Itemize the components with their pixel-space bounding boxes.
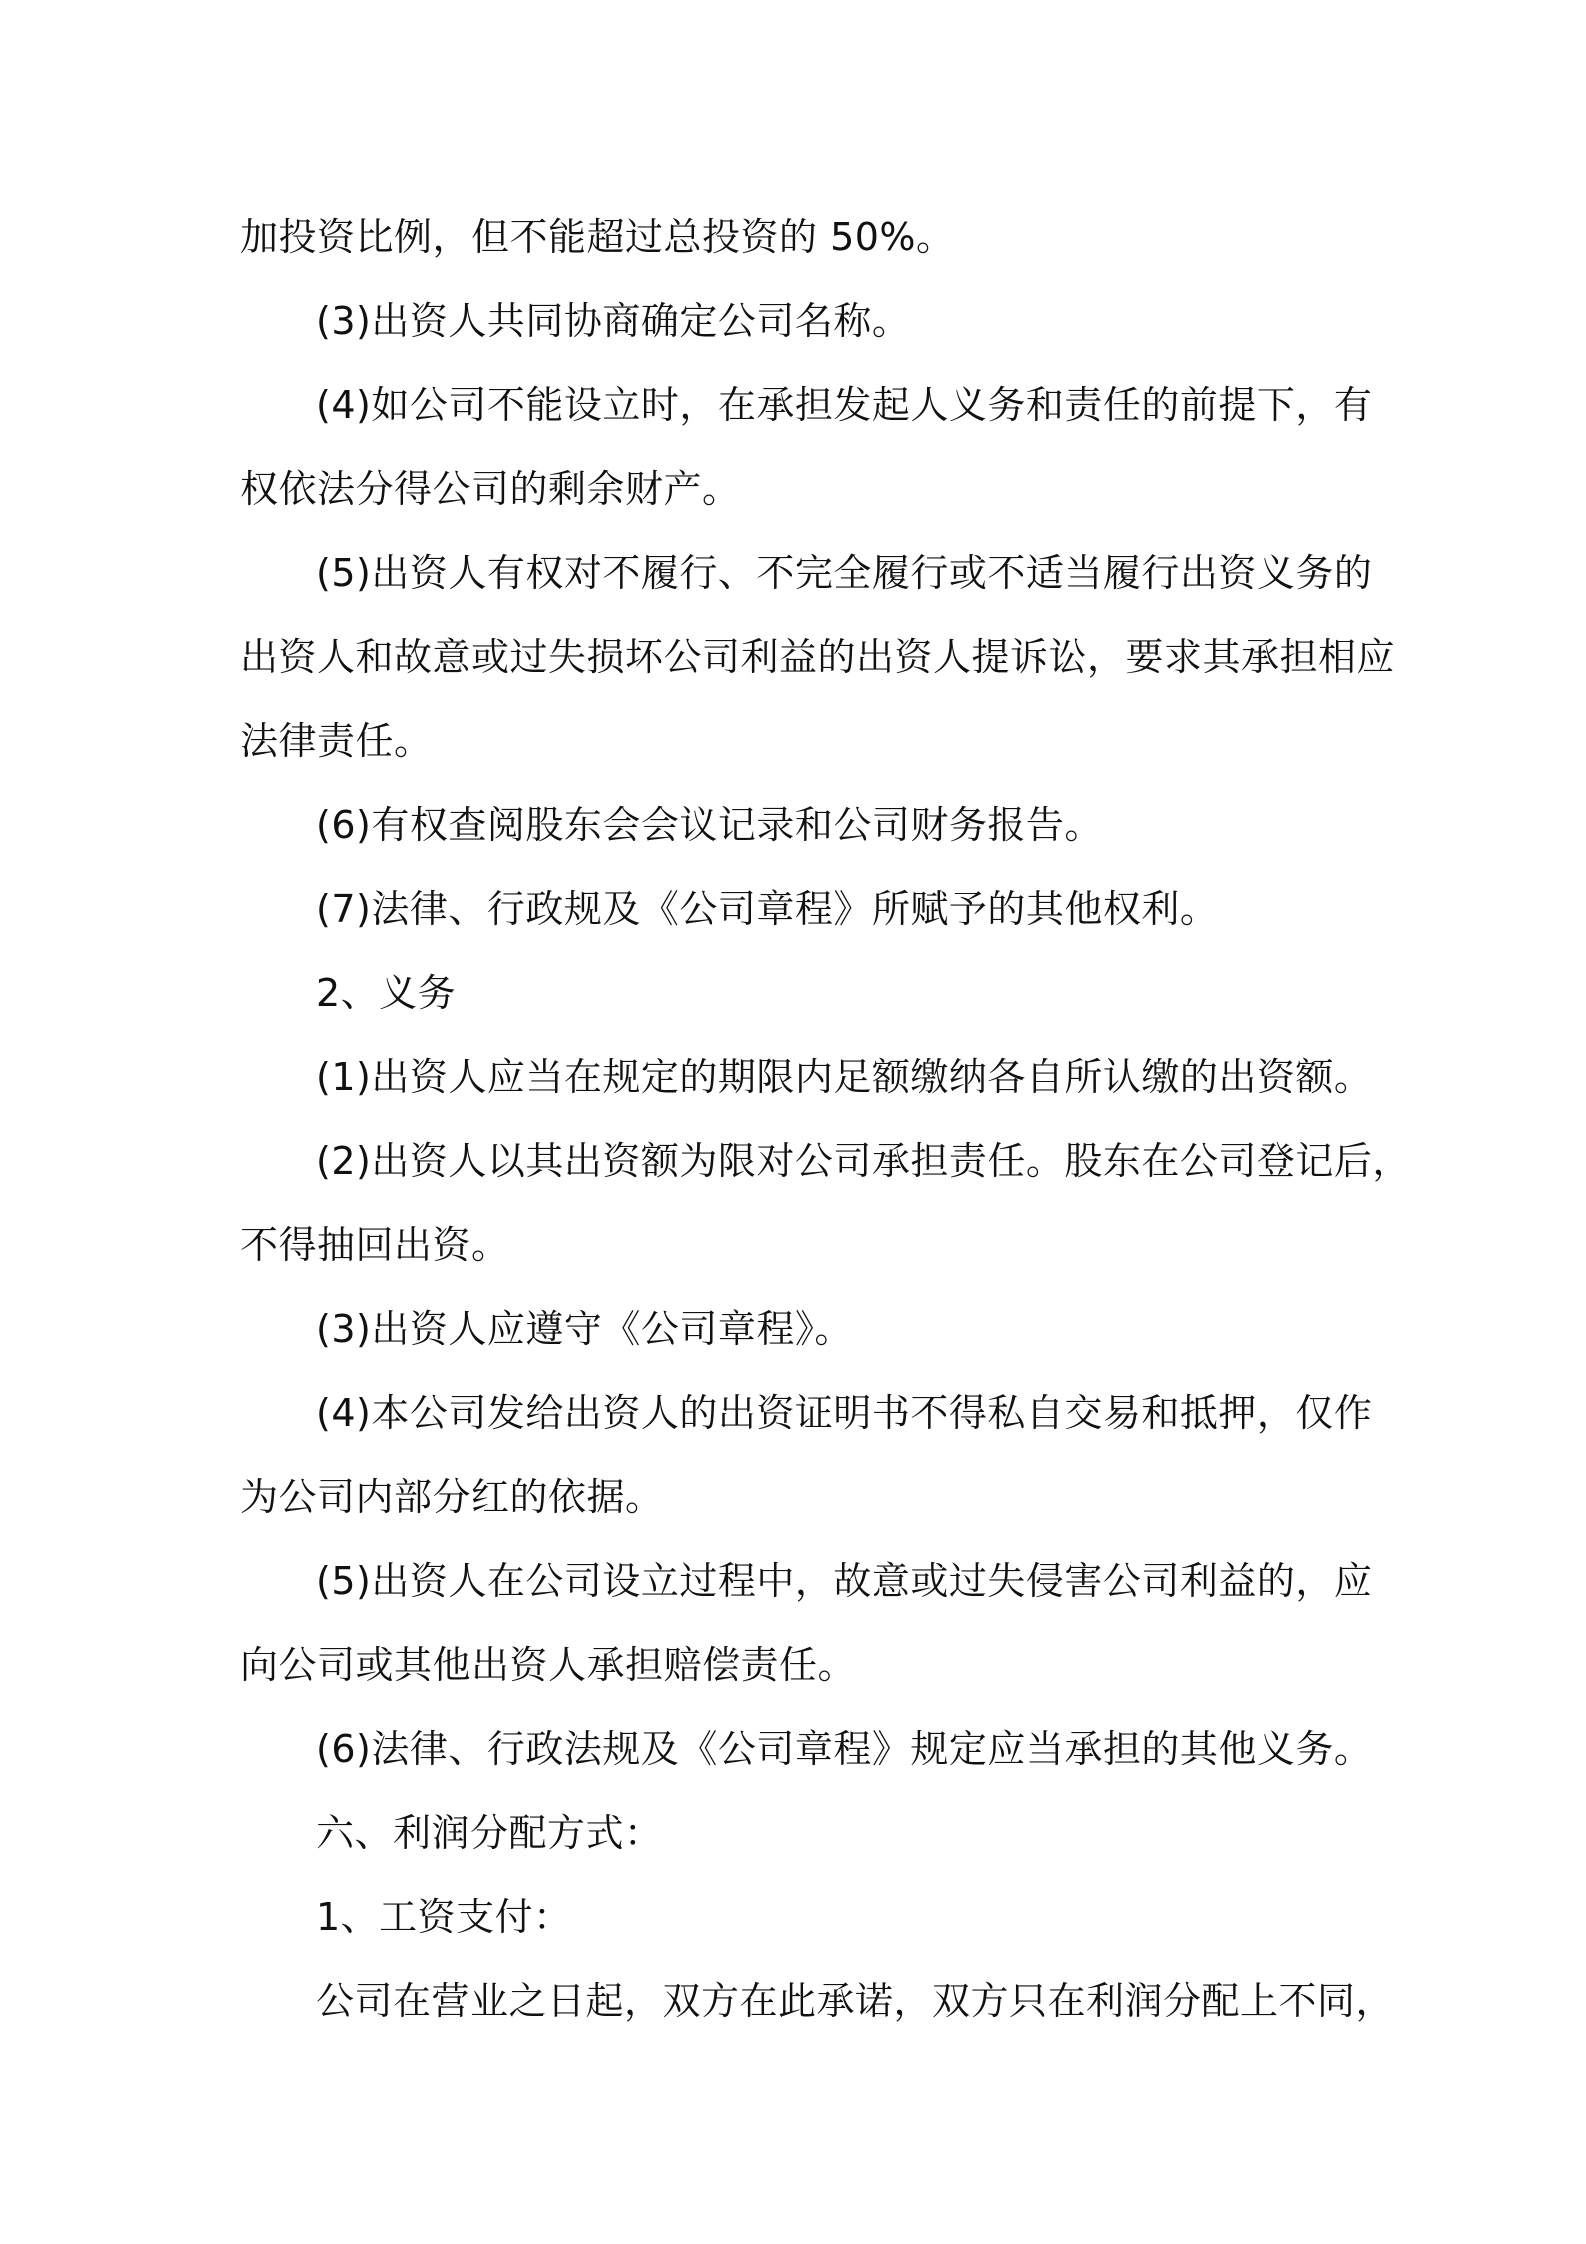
text-line: 不得抽回出资。 [240,1223,510,1267]
document-body [240,195,1411,2043]
text-line: 为公司内部分红的依据。 [240,1475,664,1519]
text-line: (2)出资人以其出资额为限对公司承担责任。股东在公司登记后， [316,1139,1411,1183]
text-line: 加投资比例，但不能超过总投资的 50%。 [240,215,955,259]
section-heading: 1、工资支付： [316,1895,572,1939]
text-line: 出资人和故意或过失损坏公司利益的出资人提诉讼，要求其承担相应 [240,635,1396,679]
text-line: (5)出资人有权对不履行、不完全履行或不适当履行出资义务的 [316,551,1373,595]
section-heading: 六、利润分配方式： [316,1811,663,1855]
text-line: (6)有权查阅股东会会议记录和公司财务报告。 [316,803,1103,847]
section-heading: 2、义务 [316,971,457,1015]
text-line: (5)出资人在公司设立过程中，故意或过失侵害公司利益的，应 [316,1559,1373,1603]
text-line: (4)本公司发给出资人的出资证明书不得私自交易和抵押，仅作 [316,1391,1373,1435]
text-line: (4)如公司不能设立时，在承担发起人义务和责任的前提下，有 [316,383,1373,427]
text-line: 向公司或其他出资人承担赔偿责任。 [240,1643,857,1687]
text-line: (3)出资人应遵守《公司章程》。 [316,1307,853,1351]
text-line: (7)法律、行政规及《公司章程》所赋予的其他权利。 [316,887,1219,931]
text-line: (3)出资人共同协商确定公司名称。 [316,299,911,343]
text-line: (6)法律、行政法规及《公司章程》规定应当承担的其他义务。 [316,1727,1373,1771]
text-line: (1)出资人应当在规定的期限内足额缴纳各自所认缴的出资额。 [316,1055,1373,1099]
text-line: 法律责任。 [240,719,433,763]
text-line: 权依法分得公司的剩余财产。 [240,467,741,511]
text-line: 公司在营业之日起，双方在此承诺，双方只在利润分配上不同， [316,1979,1395,2023]
